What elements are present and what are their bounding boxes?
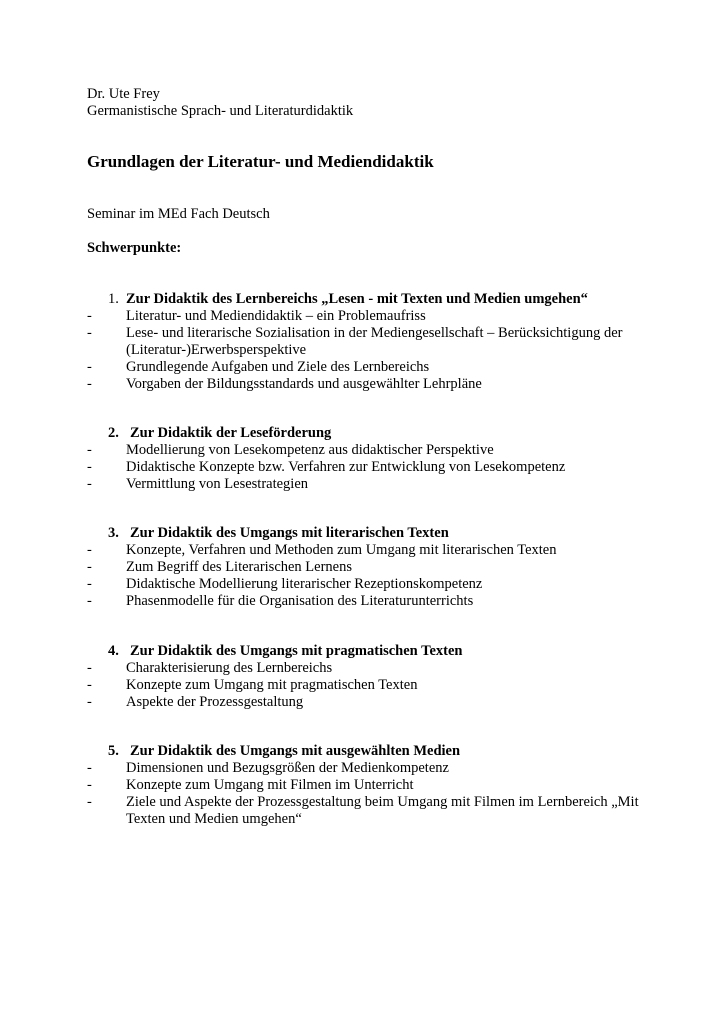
page-title: Grundlagen der Literatur- und Mediendidaktik xyxy=(87,152,434,171)
section-1 xyxy=(87,291,667,393)
list-item xyxy=(87,308,667,325)
bullet-dash: - xyxy=(87,660,92,676)
bullet-dash: - xyxy=(87,476,92,492)
list-item xyxy=(87,794,667,828)
list-item xyxy=(87,777,667,794)
list-item-text: Lese- und literarische Sozialisation in der Mediengesellschaft – Berücksichtigung der (Literatur-)Erwerbsperspektive xyxy=(126,325,623,358)
author-name: Dr. Ute Frey xyxy=(87,86,160,102)
bullet-dash: - xyxy=(87,694,92,710)
list-item xyxy=(87,576,667,593)
bullet-dash: - xyxy=(87,593,92,609)
section-heading xyxy=(87,643,667,660)
section-title: Zur Didaktik des Umgangs mit literarischen Texten xyxy=(130,525,449,541)
bullet-dash: - xyxy=(87,559,92,575)
bullet-dash: - xyxy=(87,442,92,458)
list-item xyxy=(87,359,667,376)
section-4 xyxy=(87,643,667,711)
list-item xyxy=(87,694,667,711)
list-item-text: Phasenmodelle für die Organisation des Literaturunterrichts xyxy=(126,593,474,609)
bullet-dash: - xyxy=(87,576,92,592)
list-item-text: Didaktische Modellierung literarischer Rezeptionskompetenz xyxy=(126,576,483,592)
list-item xyxy=(87,677,667,694)
section-heading xyxy=(87,291,667,308)
list-item-text: Vorgaben der Bildungsstandards und ausgewählter Lehrpläne xyxy=(126,376,482,392)
list-item-text: Zum Begriff des Literarischen Lernens xyxy=(126,559,353,575)
bullet-dash: - xyxy=(87,542,92,558)
bullet-dash: - xyxy=(87,325,92,341)
list-item-text: Ziele und Aspekte der Prozessgestaltung beim Umgang mit Filmen im Lernbereich „Mit Texten und Medien umgehen“ xyxy=(126,794,639,827)
bullet-dash: - xyxy=(87,376,92,392)
section-3 xyxy=(87,525,667,610)
list-item xyxy=(87,459,667,476)
list-item-text: Grundlegende Aufgaben und Ziele des Lernbereichs xyxy=(126,359,430,375)
list-item-text: Modellierung von Lesekompetenz aus didaktischer Perspektive xyxy=(126,442,494,458)
list-item xyxy=(87,660,667,677)
section-title: Zur Didaktik der Leseförderung xyxy=(130,425,332,441)
list-item-text: Konzepte zum Umgang mit Filmen im Unterricht xyxy=(126,777,414,793)
section-2 xyxy=(87,425,667,493)
section-title: Zur Didaktik des Umgangs mit pragmatischen Texten xyxy=(130,643,463,659)
section-title: Zur Didaktik des Umgangs mit ausgewählten Medien xyxy=(130,743,461,759)
section-heading xyxy=(87,525,667,542)
list-item xyxy=(87,760,667,777)
list-item xyxy=(87,542,667,559)
bullet-dash: - xyxy=(87,777,92,793)
list-item-text: Aspekte der Prozessgestaltung xyxy=(126,694,304,710)
list-item-text: Charakterisierung des Lernbereichs xyxy=(126,660,333,676)
list-item xyxy=(87,593,667,610)
bullet-dash: - xyxy=(87,760,92,776)
section-number: 3. xyxy=(108,525,119,541)
list-item-text: Literatur- und Mediendidaktik – ein Problemaufriss xyxy=(126,308,426,324)
bullet-dash: - xyxy=(87,677,92,693)
section-number: 2. xyxy=(108,425,119,441)
list-item xyxy=(87,442,667,459)
section-heading xyxy=(87,743,667,760)
section-number: 5. xyxy=(108,743,119,759)
section-5 xyxy=(87,743,667,828)
list-item-text: Vermittlung von Lesestrategien xyxy=(126,476,309,492)
list-item-text: Didaktische Konzepte bzw. Verfahren zur Entwicklung von Lesekompetenz xyxy=(126,459,566,475)
section-heading xyxy=(87,425,667,442)
list-item xyxy=(87,559,667,576)
bullet-dash: - xyxy=(87,794,92,810)
bullet-dash: - xyxy=(87,359,92,375)
list-item xyxy=(87,376,667,393)
list-item-text: Konzepte, Verfahren und Methoden zum Umgang mit literarischen Texten xyxy=(126,542,557,558)
bullet-dash: - xyxy=(87,308,92,324)
focus-heading: Schwerpunkte: xyxy=(87,240,182,256)
section-title: Zur Didaktik des Lernbereichs „Lesen - mit Texten und Medien umgehen“ xyxy=(126,291,588,307)
department-name: Germanistische Sprach- und Literaturdidaktik xyxy=(87,103,354,119)
section-number: 4. xyxy=(108,643,119,659)
list-item-text: Dimensionen und Bezugsgrößen der Medienkompetenz xyxy=(126,760,449,776)
list-item-text: Konzepte zum Umgang mit pragmatischen Texten xyxy=(126,677,418,693)
list-item xyxy=(87,476,667,493)
section-number: 1. xyxy=(108,291,119,307)
bullet-dash: - xyxy=(87,459,92,475)
seminar-subtitle: Seminar im MEd Fach Deutsch xyxy=(87,206,270,222)
list-item xyxy=(87,325,667,359)
